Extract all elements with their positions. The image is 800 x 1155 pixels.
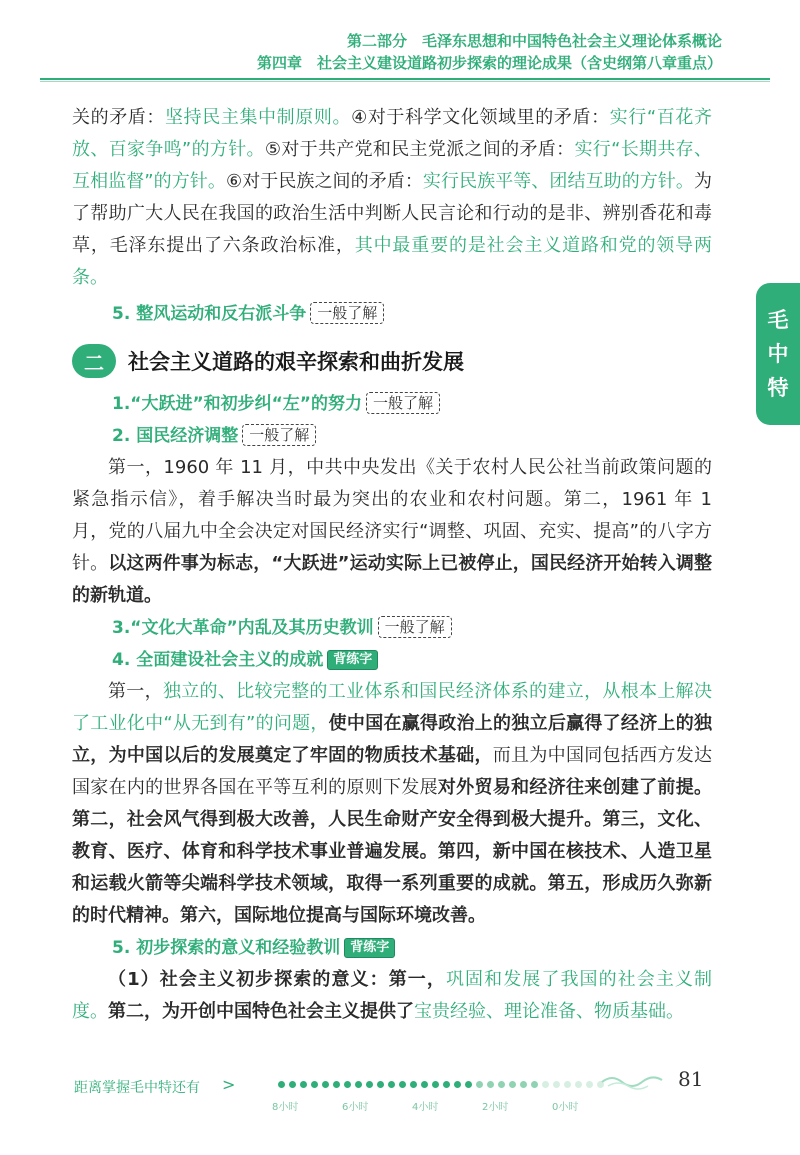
progress-dot: [355, 1081, 362, 1088]
side-tab-char: 中: [767, 342, 789, 366]
progress-dot: [542, 1081, 549, 1088]
wave-decoration-icon: [600, 1070, 670, 1090]
sub-heading-label: 2. 国民经济调整: [112, 426, 239, 446]
progress-dot: [586, 1081, 593, 1088]
progress-dot: [443, 1081, 450, 1088]
sub-heading-label: 4. 全面建设社会主义的成就: [112, 650, 324, 670]
progress-dot: [377, 1081, 384, 1088]
progress-dot: [531, 1081, 538, 1088]
sub-heading-label: 1.“大跃进”和初步纠“左”的努力: [112, 394, 362, 414]
sub-heading-1: [72, 388, 712, 420]
progress-dot: [432, 1081, 439, 1088]
sub-heading-4: [72, 644, 712, 676]
paragraph-contradictions: [72, 102, 712, 294]
highlight-span: 实行“长期共存、互相监督”的方针。: [72, 139, 713, 192]
progress-dot: [575, 1081, 582, 1088]
text-span: ⑥对于民族之间的矛盾：: [225, 171, 423, 192]
progress-dot: [487, 1081, 494, 1088]
progress-dot: [300, 1081, 307, 1088]
sub-heading-2: [72, 420, 712, 452]
progress-dot: [421, 1081, 428, 1088]
item-heading-label: 5. 整风运动和反右派斗争: [112, 304, 307, 324]
highlight-span: 独立的、比较完整的工业体系和国民经济体系的建立，从根本上解决了工业化中“从无到有”的问题，: [72, 681, 712, 734]
text-span: 第一，1960 年 11 月，中共中央发出《关于农村人民公社当前政策问题的紧急指示信》，着手解决当时最为突出的农业和农村问题。第二，1961 年 1 月，党的八届九中全会决定对国民经济实行“调整、巩固、充实、提高”的八字方针。: [72, 457, 712, 574]
running-header: [257, 30, 722, 74]
bold-span: （1）社会主义初步探索的意义：第一，: [108, 969, 446, 990]
progress-dot: [509, 1081, 516, 1088]
progress-dot: [322, 1081, 329, 1088]
bold-span: 第二，为开创中国特色社会主义提供了: [108, 1001, 414, 1022]
highlight-span: 宝贵经验、理论准备、物质基础。: [414, 1001, 684, 1022]
bold-span: 使中国在赢得政治上的独立后赢得了经济上的独立，为中国以后的发展奠定了牢固的物质技术基础，: [72, 713, 712, 766]
text-span: 而且为中国同包括西方发达国家在内的世界各国在平等互利的原则下发展: [72, 745, 712, 798]
key-point-tag: 背练字: [344, 938, 395, 958]
progress-dot: [333, 1081, 340, 1088]
key-point-tag: 背练字: [327, 650, 378, 670]
progress-dot: [553, 1081, 560, 1088]
importance-tag: 一般了解: [378, 616, 452, 638]
chevron-right-icon: >: [222, 1075, 236, 1094]
importance-tag: 一般了解: [366, 392, 440, 414]
sub-heading-label: 3.“文化大革命”内乱及其历史教训: [112, 618, 374, 638]
importance-tag: 一般了解: [242, 424, 316, 446]
header-chapter-title: 第四章 社会主义建设道路初步探索的理论成果（含史纲第八章重点）: [256, 54, 722, 72]
progress-dot: [498, 1081, 505, 1088]
highlight-span: 巩固和发展了我国的社会主义制度。: [72, 969, 713, 1022]
text-span: ④对于科学文化领域里的矛盾：: [351, 107, 610, 128]
paragraph-economic-adjustment: [72, 452, 712, 612]
progress-time-label: 2小时: [482, 1102, 509, 1113]
progress-dot: [465, 1081, 472, 1088]
text-span: 关的矛盾：: [72, 107, 166, 128]
section-number-badge: 二: [72, 344, 116, 378]
text-span: ⑤对于共产党和民主党派之间的矛盾：: [264, 139, 575, 160]
page-number: 81: [678, 1067, 704, 1091]
section-heading: [72, 344, 712, 378]
progress-dot: [388, 1081, 395, 1088]
footer-progress-label: 距离掌握毛中特还有: [74, 1080, 200, 1096]
main-content: [72, 100, 712, 1028]
progress-time-label: 4小时: [412, 1102, 439, 1113]
highlight-span: 实行“百花齐放、百家争鸣”的方针。: [72, 107, 713, 160]
paragraph-achievements: [72, 676, 712, 932]
sub-heading-label: 5. 初步探索的意义和经验教训: [112, 938, 341, 958]
progress-dot: [278, 1081, 285, 1088]
progress-time-label: 8小时: [272, 1102, 299, 1113]
importance-tag: 一般了解: [310, 302, 384, 324]
progress-dot: [311, 1081, 318, 1088]
item-heading-5: [72, 298, 712, 330]
progress-dot: [520, 1081, 527, 1088]
highlight-span: 其中最重要的是社会主义道路和党的领导两条。: [72, 235, 713, 288]
highlight-span: 实行民族平等、团结互助的方针。: [422, 171, 695, 192]
side-tab-char: 特: [767, 376, 789, 400]
progress-dot: [344, 1081, 351, 1088]
text-span: 为了帮助广大人民在我国的政治生活中判断人民言论和行动的是非、辨别香花和毒草，毛泽东提出了六条政治标准，: [72, 171, 713, 256]
sub-heading-5: [72, 932, 712, 964]
highlight-span: 坚持民主集中制原则。: [165, 107, 352, 128]
progress-dot: [454, 1081, 461, 1088]
bold-span: 以这两件事为标志，“大跃进”运动实际上已被停止，国民经济开始转入调整的新轨道。: [72, 553, 712, 606]
progress-dot: [476, 1081, 483, 1088]
paragraph-significance: [72, 964, 712, 1028]
text-span: 第一，: [108, 681, 163, 702]
chapter-side-tab[interactable]: [756, 283, 800, 425]
sub-heading-3: [72, 612, 712, 644]
section-title: 社会主义道路的艰辛探索和曲折发展: [128, 350, 464, 374]
progress-dot: [410, 1081, 417, 1088]
progress-dot: [564, 1081, 571, 1088]
progress-time-label: 6小时: [342, 1102, 369, 1113]
progress-dot: [399, 1081, 406, 1088]
progress-dot: [366, 1081, 373, 1088]
side-tab-char: 毛: [767, 308, 789, 332]
header-part-title: 第二部分 毛泽东思想和中国特色社会主义理论体系概论: [346, 32, 722, 50]
progress-time-label: 0小时: [552, 1102, 579, 1113]
progress-dot: [289, 1081, 296, 1088]
header-rule: [40, 78, 770, 80]
bold-span: 对外贸易和经济往来创建了前提。第二，社会风气得到极大改善，人民生命财产安全得到极大提升。第三，文化、教育、医疗、体育和科学技术事业普遍发展。第四，新中国在核技术、人造卫星和运载火箭等尖端科学技术领域，取得一系列重要的成就。第五，形成历久弥新的时代精神。第六，国际地位提高与国际环境改善。: [72, 777, 713, 926]
header-rule-thin: [40, 81, 770, 82]
